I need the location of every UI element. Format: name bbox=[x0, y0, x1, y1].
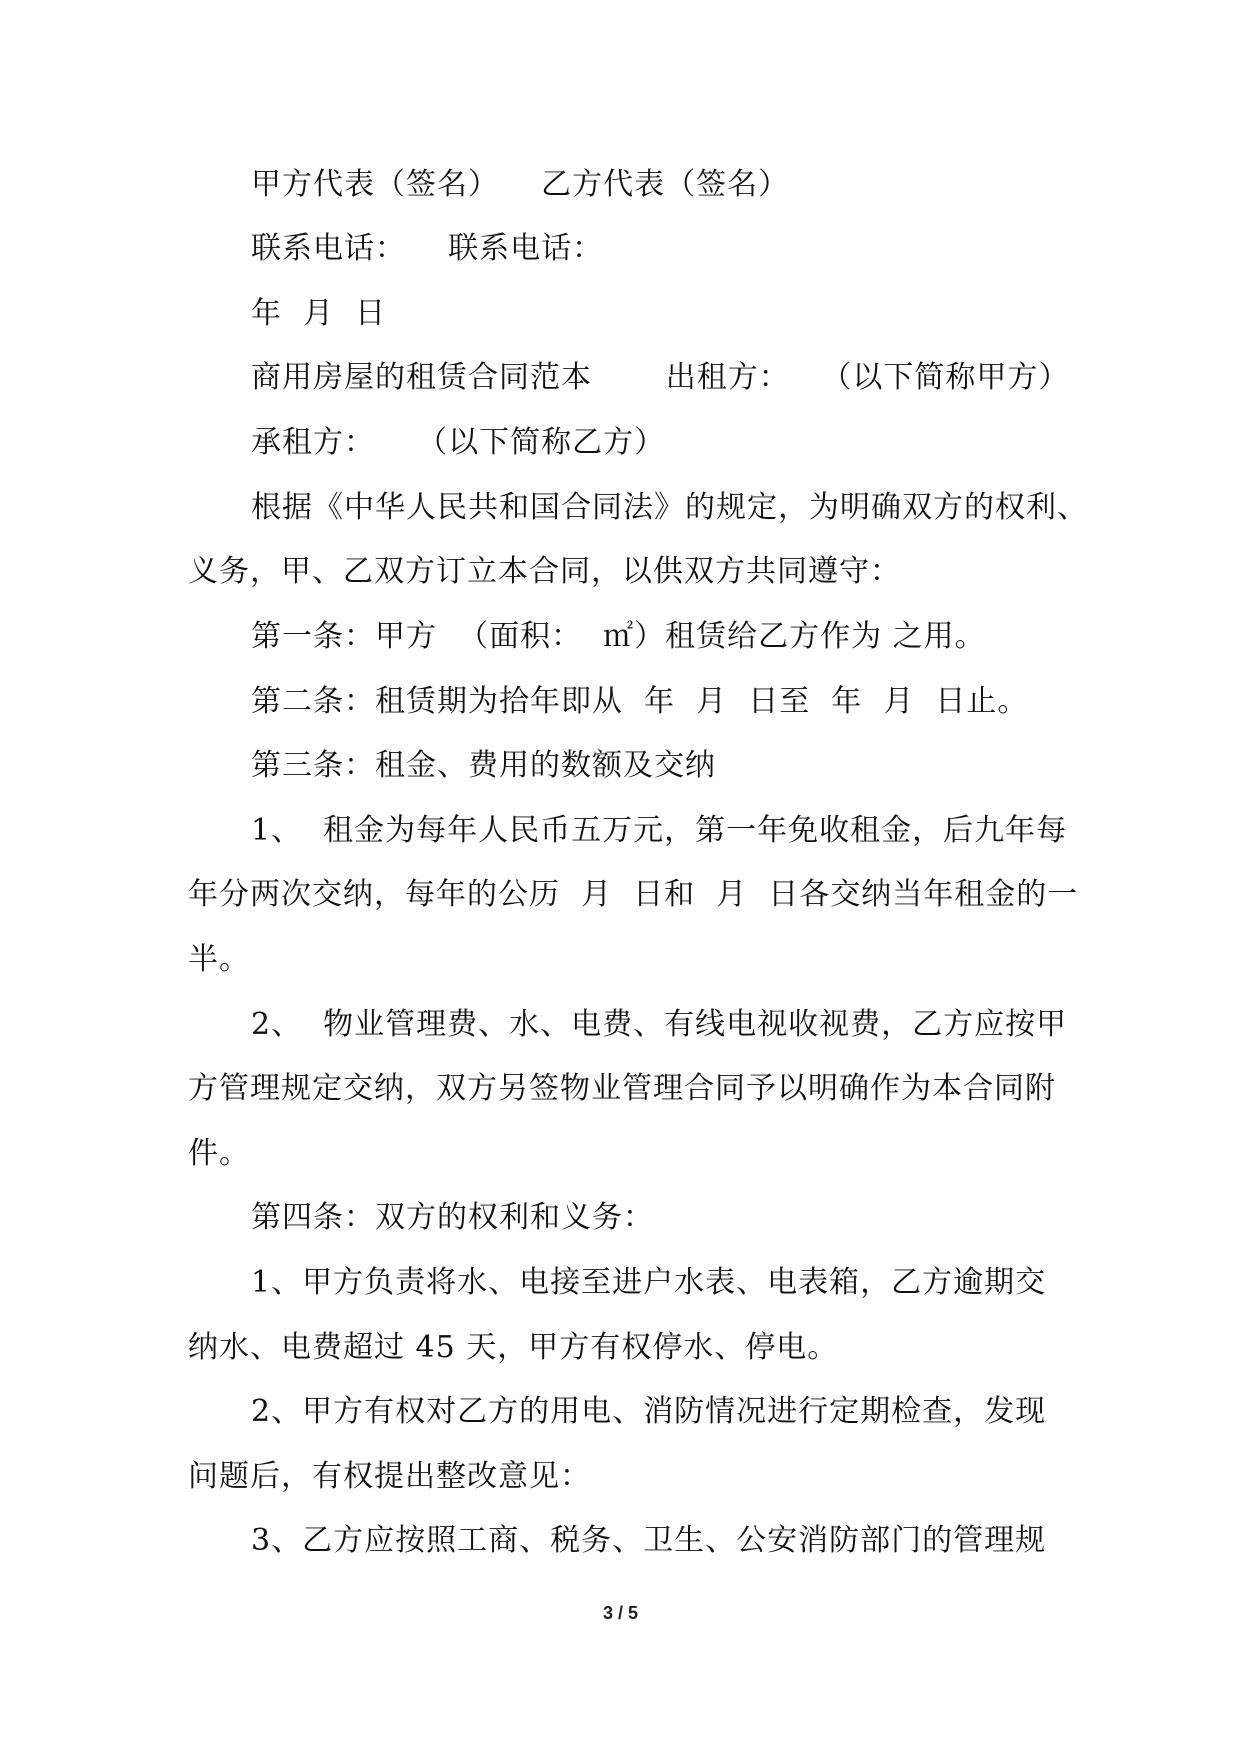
text-line: 第三条：租金、费用的数额及交纳 bbox=[251, 748, 716, 783]
text-line: 2、 物业管理费、水、电费、有线电视收视费，乙方应按甲 bbox=[251, 1007, 1068, 1042]
text-line: 承租方： （以下简称乙方） bbox=[251, 425, 666, 460]
text-line: 联系电话： 联系电话： bbox=[251, 231, 604, 266]
text-line: 2、甲方有权对乙方的用电、消防情况进行定期检查，发现 bbox=[251, 1394, 1047, 1429]
text-line: 半。 bbox=[188, 942, 250, 977]
text-line: 3、乙方应按照工商、税务、卫生、公安消防部门的管理规 bbox=[251, 1523, 1047, 1558]
text-line: 第四条：双方的权利和义务： bbox=[251, 1200, 654, 1235]
text-line: 第二条：租赁期为拾年即从 年 月 日至 年 月 日止。 bbox=[251, 684, 1029, 719]
text-line: 问题后，有权提出整改意见： bbox=[188, 1459, 591, 1494]
text-line: 件。 bbox=[188, 1136, 250, 1171]
text-line: 商用房屋的租赁合同范本 出租方： （以下简称甲方） bbox=[251, 360, 1070, 395]
text-line: 1、 租金为每年人民币五万元，第一年免收租金，后九年每 bbox=[251, 813, 1068, 848]
text-line: 纳水、电费超过 45 天，甲方有权停水、停电。 bbox=[188, 1330, 839, 1365]
text-line: 义务，甲、乙双方订立本合同，以供双方共同遵守： bbox=[188, 554, 901, 589]
text-line: 甲方代表（签名） 乙方代表（签名） bbox=[251, 167, 790, 202]
text-line: 根据《中华人民共和国合同法》的规定，为明确双方的权利、 bbox=[251, 490, 1088, 525]
text-line: 方管理规定交纳，双方另签物业管理合同予以明确作为本合同附 bbox=[188, 1071, 1056, 1106]
text-line: 第一条：甲方 （面积： ㎡）租赁给乙方作为 之用。 bbox=[251, 619, 986, 654]
text-line: 年 月 日 bbox=[251, 296, 387, 331]
text-line: 1、甲方负责将水、电接至进户水表、电表箱，乙方逾期交 bbox=[251, 1265, 1047, 1300]
page-number: 3 / 5 bbox=[602, 1603, 639, 1623]
text-line: 年分两次交纳，每年的公历 月 日和 月 日各交纳当年租金的一 bbox=[188, 877, 1079, 912]
